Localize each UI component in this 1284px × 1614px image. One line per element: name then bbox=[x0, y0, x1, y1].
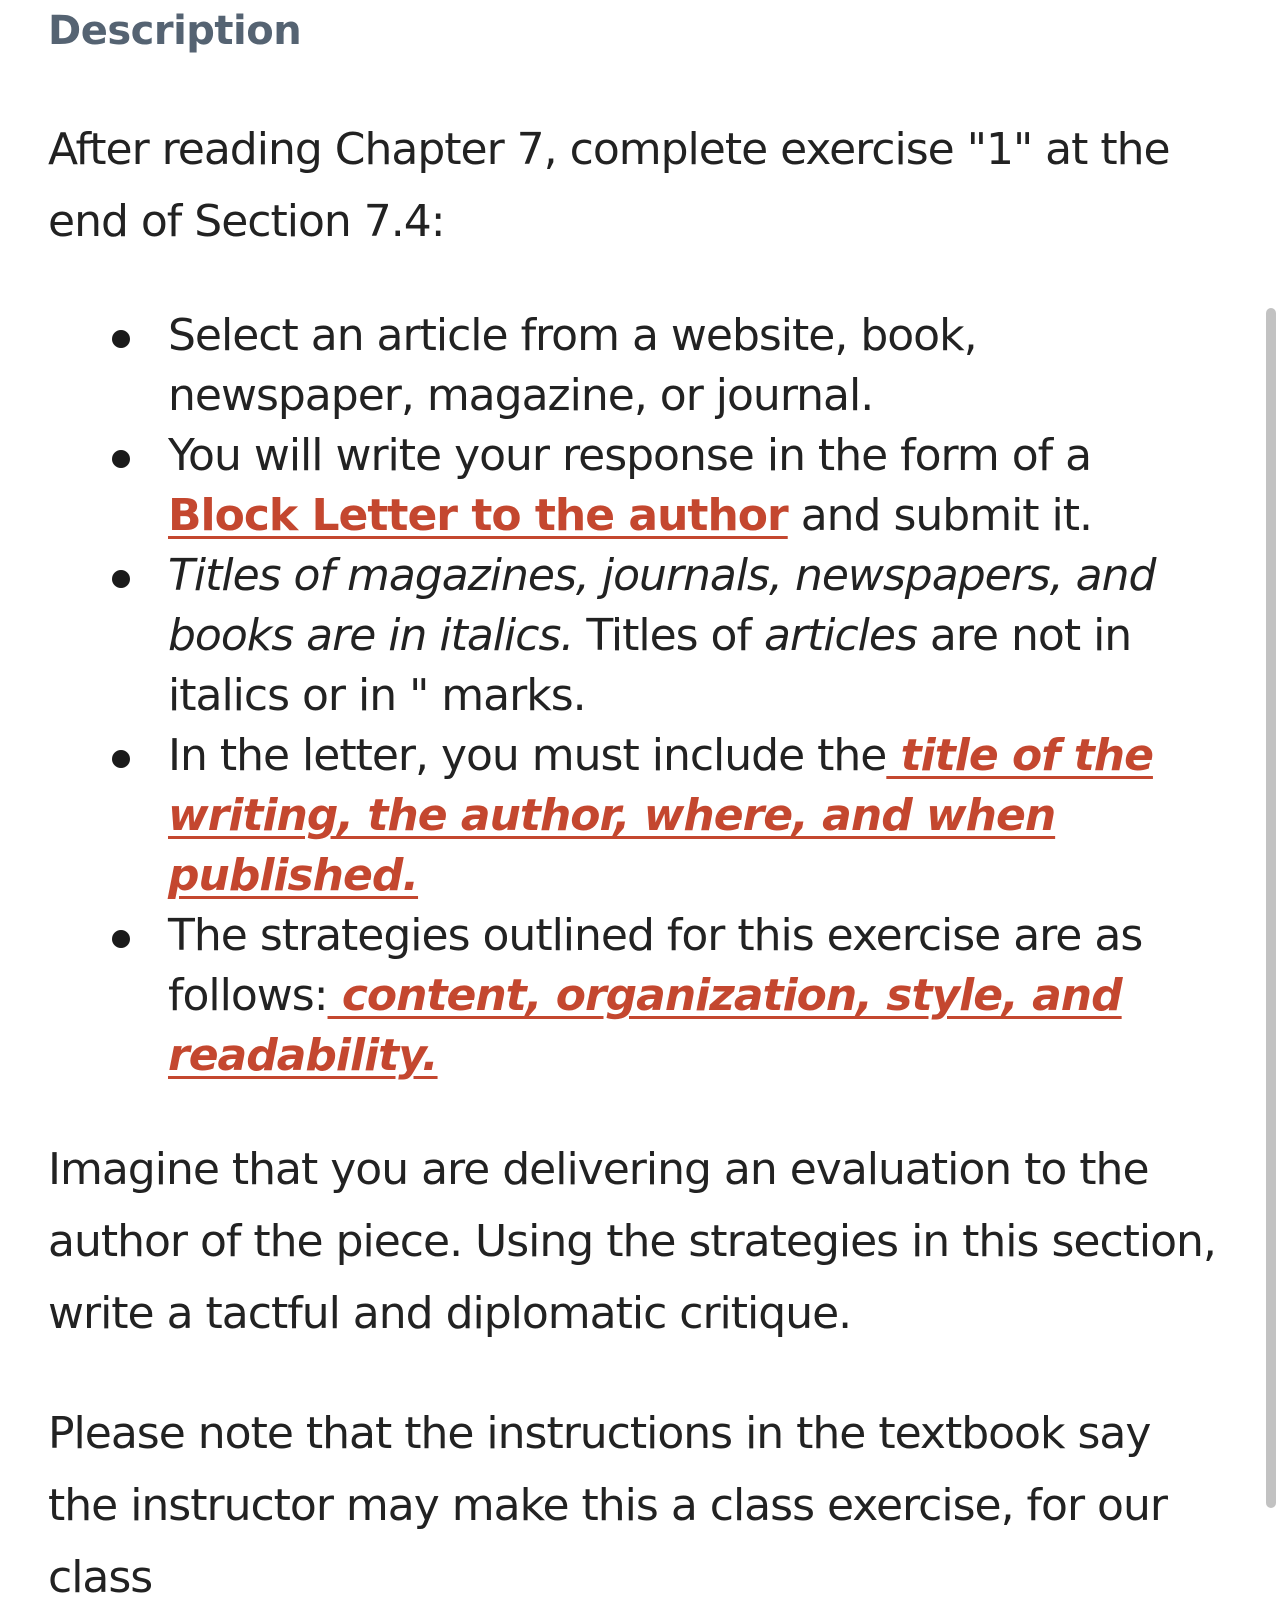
bullet-icon bbox=[112, 570, 130, 588]
list-item bbox=[168, 726, 1228, 906]
list-item-text: are not in italics or in " marks. bbox=[168, 610, 1132, 721]
strategies-link[interactable]: content, organization, style, and readability. bbox=[168, 970, 1122, 1081]
vertical-scrollbar[interactable] bbox=[1266, 308, 1276, 1508]
bullet-icon bbox=[112, 450, 130, 468]
list-item-text: You will write your response in the form of a bbox=[168, 430, 1092, 481]
note-paragraph: Please note that the instructions in the textbook say the instructor may make this a class exercise, for our class bbox=[48, 1408, 1167, 1603]
bullet-icon bbox=[112, 330, 130, 348]
imagine-paragraph: Imagine that you are delivering an evaluation to the author of the piece. Using the strategies in this section, write a tactful and diplomatic critique. bbox=[48, 1144, 1216, 1339]
intro-paragraph: After reading Chapter 7, complete exercise "1" at the end of Section 7.4: bbox=[48, 124, 1170, 247]
list-item-text: In the letter, you must include the bbox=[168, 730, 887, 781]
block-letter-link[interactable]: Block Letter to the author bbox=[168, 490, 788, 541]
list-item-text: Select an article from a website, book, newspaper, magazine, or journal. bbox=[168, 310, 977, 421]
list-item-text: The strategies outlined for this exercise are as follows: bbox=[168, 910, 1143, 1021]
list-item bbox=[168, 546, 1228, 726]
section-heading: Description bbox=[48, 8, 302, 54]
list-item-text: Titles of bbox=[573, 610, 764, 661]
list-item-italic-text: Titles of magazines, journals, newspapers, and books are in italics. bbox=[168, 550, 1156, 661]
list-item bbox=[168, 306, 1228, 426]
list-item-italic-text: articles bbox=[763, 610, 917, 661]
list-item-text: and submit it. bbox=[787, 490, 1092, 541]
bullet-icon bbox=[112, 750, 130, 768]
bullet-icon bbox=[112, 930, 130, 948]
list-item bbox=[168, 426, 1228, 546]
title-author-where-when-link[interactable]: title of the writing, the author, where, and when published. bbox=[168, 730, 1153, 901]
list-item bbox=[168, 906, 1228, 1086]
instructions-list bbox=[168, 306, 1228, 1086]
